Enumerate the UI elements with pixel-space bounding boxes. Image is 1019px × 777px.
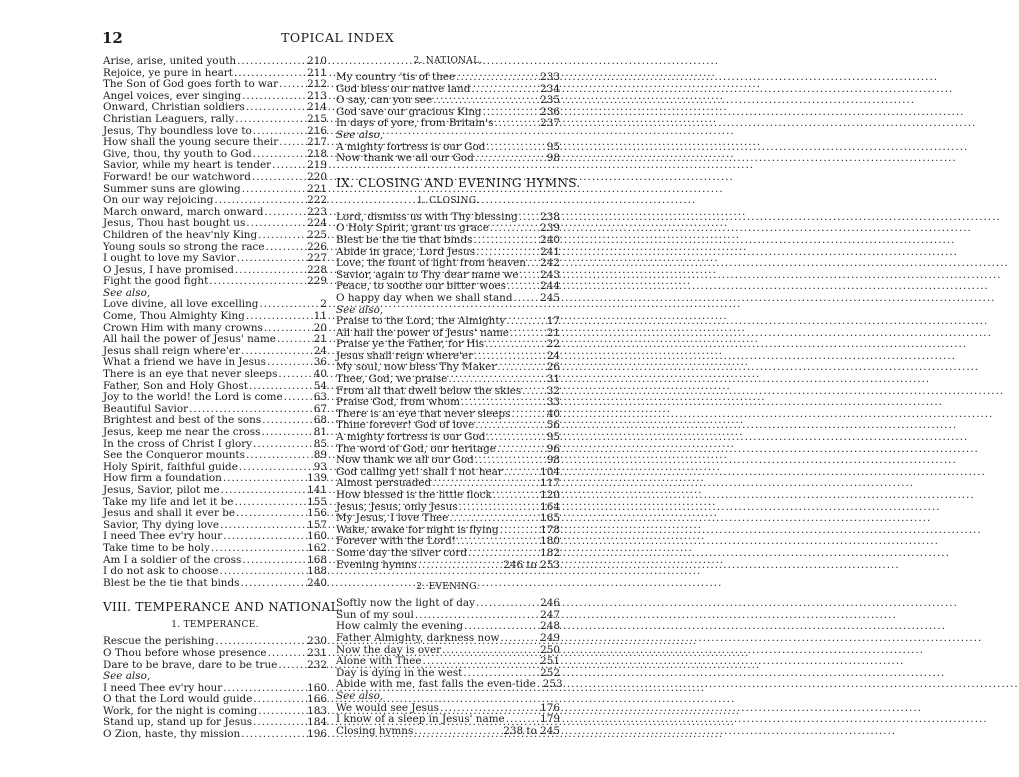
dot-leader: [506, 714, 538, 726]
hymn-title: Jesus shall reign where'er: [336, 349, 474, 362]
closing-list: [336, 212, 560, 305]
hymn-number: 253: [542, 678, 563, 691]
hymn-title: Give, thou, thy youth to God: [103, 147, 252, 160]
hymn-number: 95: [546, 431, 560, 444]
hymn-title: O Jesus, I have promised: [103, 263, 234, 276]
index-entry: [336, 560, 560, 572]
hymn-number: 239: [540, 222, 560, 235]
hymn-number: 250: [540, 643, 560, 656]
hymn-title: In days of yore, from Britain's: [336, 117, 494, 130]
hymn-number: 238: [540, 210, 560, 223]
hymn-title: O that the Lord would guide: [103, 693, 253, 706]
hymn-number: 162: [307, 541, 327, 554]
youth-see-also-list: [103, 299, 327, 589]
hymn-number: 211: [307, 66, 327, 79]
hymn-title: Rescue the perishing: [103, 635, 215, 648]
hymn-number: 246 to 253: [503, 558, 560, 571]
hymn-number: 176: [540, 701, 560, 714]
hymn-number: 32: [546, 384, 560, 397]
hymn-title: Sun of my soul: [336, 608, 414, 621]
left-column: [103, 55, 343, 741]
hymn-number: 241: [540, 245, 560, 258]
index-entry: [336, 548, 560, 560]
hymn-number: 67: [313, 402, 327, 415]
hymn-number: 246: [540, 597, 560, 610]
hymn-title: Praise to the Lord, the Almighty: [336, 315, 506, 328]
index-entry: [336, 714, 560, 726]
index-entry: [336, 258, 560, 270]
see-also-label: See also,: [336, 689, 384, 702]
hymn-number: 98: [546, 152, 560, 165]
dot-leader: [527, 258, 538, 270]
hymn-title: O Thou before whose presence: [103, 646, 267, 659]
hymn-title: What a friend we have in Jesus: [103, 356, 267, 369]
dot-leader: [211, 543, 305, 555]
dot-leader: [423, 656, 539, 668]
hymn-title: Fight the good fight: [103, 275, 209, 288]
hymn-title: Peace, to soothe our bitter woes: [336, 280, 506, 293]
dot-leader: [500, 633, 538, 645]
hymn-number: 233: [540, 71, 560, 83]
hymn-title: See the Conqueror mounts: [103, 449, 245, 462]
dot-leader: [473, 235, 538, 247]
dot-leader: [214, 195, 305, 207]
hymn-number: 242: [540, 257, 560, 270]
hymn-number: 232: [307, 658, 327, 671]
hymn-title: March onward, march onward: [103, 205, 264, 218]
hymn-title: On our way rejoicing: [103, 194, 214, 207]
subheading-evening: 2. EVENING.: [416, 582, 480, 593]
hymn-number: 160: [307, 530, 327, 543]
hymn-title: Abide with me, fast falls the even-tide: [336, 678, 536, 691]
dot-leader: [240, 578, 305, 590]
hymn-title: In the cross of Christ I glory: [103, 437, 253, 450]
dot-leader: [221, 485, 306, 497]
hymn-title: All hail the power of Jesus' name: [103, 333, 276, 346]
hymn-number: 166: [307, 693, 327, 706]
hymn-title: Jesus, keep me near the cross: [103, 426, 261, 438]
hymn-title: Children of the heav'nly King: [103, 228, 258, 241]
dot-leader: [252, 172, 305, 184]
hymn-number: 33: [546, 396, 560, 409]
hymn-title: Praise God, from whom: [336, 396, 460, 409]
youth-list: [103, 56, 327, 288]
dot-leader: [414, 726, 501, 738]
hymn-number: 224: [307, 217, 327, 230]
hymn-number: 89: [313, 449, 327, 462]
hymn-number: 249: [540, 631, 560, 644]
hymn-number: 238 to 245: [503, 724, 560, 737]
index-entry: [336, 235, 560, 247]
hymn-number: 210: [307, 55, 327, 67]
right-column: [336, 56, 581, 737]
hymn-number: 2: [320, 298, 327, 311]
hymn-title: Arise, arise, united youth: [103, 55, 237, 67]
hymn-title: Wake, awake for night is flying: [336, 523, 499, 536]
hymn-number: 157: [307, 518, 327, 531]
index-entry: [103, 114, 327, 126]
hymn-title: O say, can you see: [336, 94, 433, 107]
hymn-title: Jesus, Jesus, only Jesus: [336, 500, 458, 513]
hymn-title: Forever with the Lord!: [336, 535, 456, 548]
hymn-title: Jesus, Thy boundless love to: [103, 124, 252, 137]
hymn-title: Savior, again to Thy dear name we: [336, 268, 519, 281]
hymn-number: 93: [313, 460, 327, 473]
dot-leader: [237, 253, 306, 265]
dot-leader: [456, 72, 538, 84]
temperance-list: [103, 636, 327, 671]
dot-leader: [258, 230, 305, 242]
hymn-number: 221: [307, 182, 327, 195]
index-entry: [103, 485, 327, 497]
hymn-number: 240: [307, 576, 327, 589]
index-entry: [103, 56, 327, 68]
index-entry: [103, 508, 327, 520]
hymn-title: My soul, now bless Thy Maker: [336, 361, 497, 374]
hymn-title: I ought to love my Savior: [103, 252, 236, 265]
hymn-title: God bless our native land: [336, 82, 471, 95]
hymn-title: Savior, Thy dying love: [103, 518, 220, 531]
index-entry: [103, 253, 327, 265]
hymn-number: 227: [307, 252, 327, 265]
hymn-title: O Zion, haste, thy mission: [103, 728, 241, 741]
hymn-number: 40: [313, 368, 327, 381]
dot-leader: [493, 490, 538, 502]
hymn-title: Day is dying in the west: [336, 666, 463, 679]
hymn-number: 26: [546, 361, 560, 374]
hymn-title: Forward! be our watchword: [103, 170, 251, 183]
dot-leader: [209, 276, 305, 288]
hymn-number: 96: [546, 442, 560, 455]
evening-see-also-list: [336, 703, 560, 738]
hymn-title: God save our gracious King: [336, 105, 482, 118]
hymn-title: Brightest and best of the sons: [103, 414, 262, 427]
hymn-number: 225: [307, 228, 327, 241]
hymn-title: Thee, God, we praise: [336, 373, 448, 386]
hymn-number: 213: [307, 89, 327, 102]
hymn-title: Softly now the light of day: [336, 597, 475, 610]
hymn-title: Now thank we all our God: [336, 152, 474, 165]
hymn-number: 216: [307, 124, 327, 137]
index-entry: [103, 648, 327, 660]
hymn-title: I need Thee ev'ry hour: [103, 530, 223, 543]
hymn-title: We would see Jesus: [336, 701, 440, 714]
hymn-number: 248: [540, 620, 560, 633]
national-list: [336, 72, 560, 130]
hymn-number: 54: [313, 379, 327, 392]
dot-leader: [235, 114, 305, 126]
hymn-title: Father, Son and Holy Ghost: [103, 379, 248, 392]
hymn-number: 214: [307, 101, 327, 114]
national-see-also-list: [336, 142, 560, 165]
hymn-title: There is an eye that never sleeps: [103, 368, 278, 381]
dot-leader: [486, 432, 543, 444]
hymn-number: 155: [307, 495, 327, 508]
closing-see-also-list: [336, 316, 560, 571]
hymn-title: I need Thee ev'ry hour: [103, 681, 223, 694]
hymn-title: A mighty fortress is our God: [336, 140, 486, 153]
hymn-number: 219: [307, 159, 327, 172]
hymn-number: 252: [540, 666, 560, 679]
hymn-title: Onward, Christian soldiers: [103, 101, 245, 114]
hymn-title: Lord, dismiss us with Thy blessing: [336, 210, 518, 223]
hymn-title: Summer suns are glowing: [103, 182, 241, 195]
hymn-number: 218: [307, 147, 327, 160]
index-entry: [103, 311, 327, 323]
dot-leader: [537, 679, 541, 691]
hymn-title: O happy day when we shall stand: [336, 291, 513, 304]
hymn-title: I know of a sleep in Jesus' name: [336, 713, 505, 726]
hymn-title: Jesus shall reign where'er: [103, 344, 241, 357]
hymn-number: 180: [540, 535, 560, 548]
hymn-number: 215: [307, 112, 327, 125]
hymn-number: 235: [540, 94, 560, 107]
hymn-number: 244: [540, 280, 560, 293]
hymn-number: 11: [313, 310, 327, 323]
index-entry: [103, 172, 327, 184]
hymn-title: Abide in grace, Lord Jesus: [336, 245, 476, 258]
hymn-number: 85: [313, 437, 327, 450]
index-entry: [103, 427, 327, 439]
hymn-number: 141: [307, 483, 327, 496]
hymn-number: 183: [307, 704, 327, 717]
index-entry: [336, 633, 560, 645]
hymn-number: 68: [313, 414, 327, 427]
see-also-label: See also,: [103, 670, 151, 683]
hymn-number: 243: [540, 268, 560, 281]
hymn-title: Father Almighty, darkness now: [336, 631, 500, 644]
hymn-title: Jesus, Savior, pilot me: [103, 483, 220, 496]
hymn-number: 117: [540, 477, 560, 490]
hymn-number: 20: [313, 321, 327, 334]
subheading-closing: 1. CLOSING.: [416, 195, 480, 206]
dot-leader: [219, 566, 305, 578]
index-entry: [103, 195, 327, 207]
hymn-title: Praise ye the Father, for His: [336, 338, 485, 351]
index-entry: [336, 153, 560, 165]
hymn-title: Come, Thou Almighty King: [103, 310, 245, 323]
hymn-title: How calmly the evening: [336, 620, 464, 633]
dot-leader: [236, 508, 305, 520]
index-entry: [103, 230, 327, 242]
hymn-title: Love divine, all love excelling: [103, 298, 259, 311]
hymn-title: A mighty fortress is our God: [336, 431, 486, 444]
hymn-number: 226: [307, 240, 327, 253]
index-entry: [336, 374, 560, 386]
hymn-title: Work, for the night is coming: [103, 704, 258, 717]
hymn-title: Take my life and let it be: [103, 495, 234, 508]
hymn-number: 231: [307, 646, 327, 659]
hymn-number: 228: [307, 263, 327, 276]
dot-leader: [476, 598, 538, 610]
hymn-title: Savior, while my heart is tender: [103, 159, 272, 172]
temperance-see-also-list: [103, 683, 327, 741]
hymn-title: Young souls so strong the race: [103, 240, 265, 253]
hymn-number: 63: [313, 391, 327, 404]
dot-leader: [268, 648, 306, 660]
see-also-label: See also,: [336, 303, 384, 316]
hymn-title: Blest be the tie that binds: [336, 233, 473, 246]
hymn-title: There is an eye that never sleeps: [336, 407, 511, 420]
hymn-number: 104: [540, 465, 560, 478]
dot-leader: [475, 153, 543, 165]
section-heading-closing-evening: IX. CLOSING AND EVENING HYMNS.: [336, 175, 581, 190]
dot-leader: [468, 548, 538, 560]
hymn-title: Closing hymns: [336, 724, 414, 737]
index-entry: [336, 656, 560, 668]
index-entry: [336, 293, 560, 305]
subheading-national: 2. NATIONAL.: [413, 56, 483, 66]
hymn-title: Rejoice, ye pure in heart: [103, 66, 233, 79]
hymn-title: Some day the silver cord: [336, 546, 467, 559]
dot-leader: [278, 660, 305, 672]
hymn-number: 22: [546, 338, 560, 351]
hymn-title: Christian Leaguers, rally: [103, 112, 235, 125]
hymn-title: Holy Spirit, faithful guide: [103, 460, 238, 473]
index-entry: [103, 566, 327, 578]
index-entry: [103, 543, 327, 555]
dot-leader: [448, 374, 543, 386]
hymn-title: How firm a foundation: [103, 472, 222, 485]
hymn-title: Now thank we all our God: [336, 454, 474, 467]
index-entry: [336, 316, 560, 328]
hymn-title: From all that dwell below the skies: [336, 384, 522, 397]
dot-leader: [418, 560, 502, 572]
index-entry: [336, 432, 560, 444]
hymn-title: Stand up, stand up for Jesus: [103, 716, 253, 729]
hymn-title: Take time to be holy: [103, 541, 210, 554]
page-number: 12: [102, 29, 123, 47]
see-also-label: See also,: [103, 286, 151, 299]
hymn-title: Dare to be brave, dare to be true: [103, 658, 278, 671]
hymn-number: 165: [540, 512, 560, 525]
hymn-number: 21: [313, 333, 327, 346]
hymn-number: 184: [307, 716, 327, 729]
hymn-number: 188: [307, 565, 327, 578]
hymn-number: 230: [307, 635, 327, 648]
hymn-number: 245: [540, 291, 560, 304]
dot-leader: [261, 427, 310, 439]
hymn-number: 81: [313, 426, 327, 438]
hymn-number: 17: [546, 315, 560, 328]
hymn-number: 217: [307, 136, 327, 149]
hymn-number: 31: [546, 373, 560, 386]
section-heading-temperance-national: VIII. TEMPERANCE AND NATIONAL.: [103, 600, 343, 615]
hymn-number: 24: [313, 344, 327, 357]
hymn-number: 247: [540, 608, 560, 621]
hymn-title: Alone with Thee: [336, 655, 422, 668]
hymn-number: 120: [540, 489, 560, 501]
hymn-title: My Jesus, I love Thee: [336, 512, 449, 525]
hymn-title: All hail the power of Jesus' name: [336, 326, 509, 339]
running-head: TOPICAL INDEX: [281, 30, 395, 45]
hymn-number: 236: [540, 105, 560, 118]
hymn-title: Crown Him with many crowns: [103, 321, 263, 334]
hymn-title: The Son of God goes forth to war: [103, 78, 279, 91]
hymn-title: How blessed is the little flock: [336, 489, 492, 501]
hymn-title: Am I a soldier of the cross: [103, 553, 242, 566]
hymn-number: 56: [546, 419, 560, 432]
hymn-title: Jesus, Thou hast bought us: [103, 217, 246, 230]
dot-leader: [279, 137, 305, 149]
dot-leader: [278, 369, 310, 381]
subheading-temperance: 1. TEMPERANCE.: [171, 620, 259, 631]
hymn-title: Beautiful Savior: [103, 402, 189, 415]
hymn-number: 229: [307, 275, 327, 288]
hymn-number: 168: [307, 553, 327, 566]
dot-leader: [506, 316, 543, 328]
hymn-title: Angel voices, ever singing: [103, 89, 242, 102]
hymn-title: Thine forever! God of love: [336, 419, 475, 432]
index-entry: [336, 598, 560, 610]
hymn-number: 139: [307, 472, 327, 485]
hymn-title: Jesus and shall it ever be: [103, 507, 236, 520]
hymn-number: 240: [540, 233, 560, 246]
hymn-number: 212: [307, 78, 327, 91]
hymn-title: O Holy Spirit, grant us grace: [336, 222, 489, 235]
hymn-number: 196: [307, 728, 327, 741]
dot-leader: [237, 56, 305, 68]
hymn-title: How shall the young secure their: [103, 136, 279, 149]
hymn-title: The word of God, our heritage: [336, 442, 496, 455]
hymn-number: 182: [540, 546, 560, 559]
dot-leader: [246, 311, 310, 323]
hymn-title: Almost persuaded: [336, 477, 432, 490]
hymn-number: 24: [546, 349, 560, 362]
hymn-number: 36: [313, 356, 327, 369]
index-entry: [103, 729, 327, 741]
hymn-title: My country 'tis of thee: [336, 71, 456, 83]
hymn-number: 95: [546, 140, 560, 153]
dot-leader: [514, 293, 539, 305]
hymn-number: 40: [546, 407, 560, 420]
hymn-number: 164: [540, 500, 560, 513]
hymn-number: 160: [307, 681, 327, 694]
hymn-number: 220: [307, 170, 327, 183]
hymn-number: 178: [540, 523, 560, 536]
see-also-label: See also,: [336, 128, 384, 141]
index-entry: [336, 726, 560, 738]
hymn-number: 156: [307, 507, 327, 520]
index-entry: [336, 72, 560, 84]
hymn-title: Love, the fount of light from heaven: [336, 257, 526, 270]
dot-leader: [494, 118, 538, 130]
hymn-title: Blest be the tie that binds: [103, 576, 240, 589]
hymn-number: 234: [540, 82, 560, 95]
evening-list: [336, 597, 563, 691]
hymn-number: 21: [546, 326, 560, 339]
hymn-title: Evening hymns: [336, 558, 417, 571]
index-entry: [103, 137, 327, 149]
hymn-number: 223: [307, 205, 327, 218]
index-entry: [103, 578, 327, 590]
hymn-title: I do not ask to choose: [103, 565, 219, 578]
hymn-number: 98: [546, 454, 560, 467]
hymn-title: Joy to the world! the Lord is come: [103, 391, 283, 404]
hymn-number: 179: [540, 713, 560, 726]
hymn-number: 222: [307, 194, 327, 207]
hymn-number: 251: [540, 655, 560, 668]
hymn-title: God calling yet! shall I not hear: [336, 465, 503, 478]
hymn-title: Now the day is over: [336, 643, 442, 656]
index-entry: [103, 369, 327, 381]
index-entry: [336, 490, 560, 502]
dot-leader: [241, 729, 305, 741]
hymn-number: 237: [540, 117, 560, 130]
